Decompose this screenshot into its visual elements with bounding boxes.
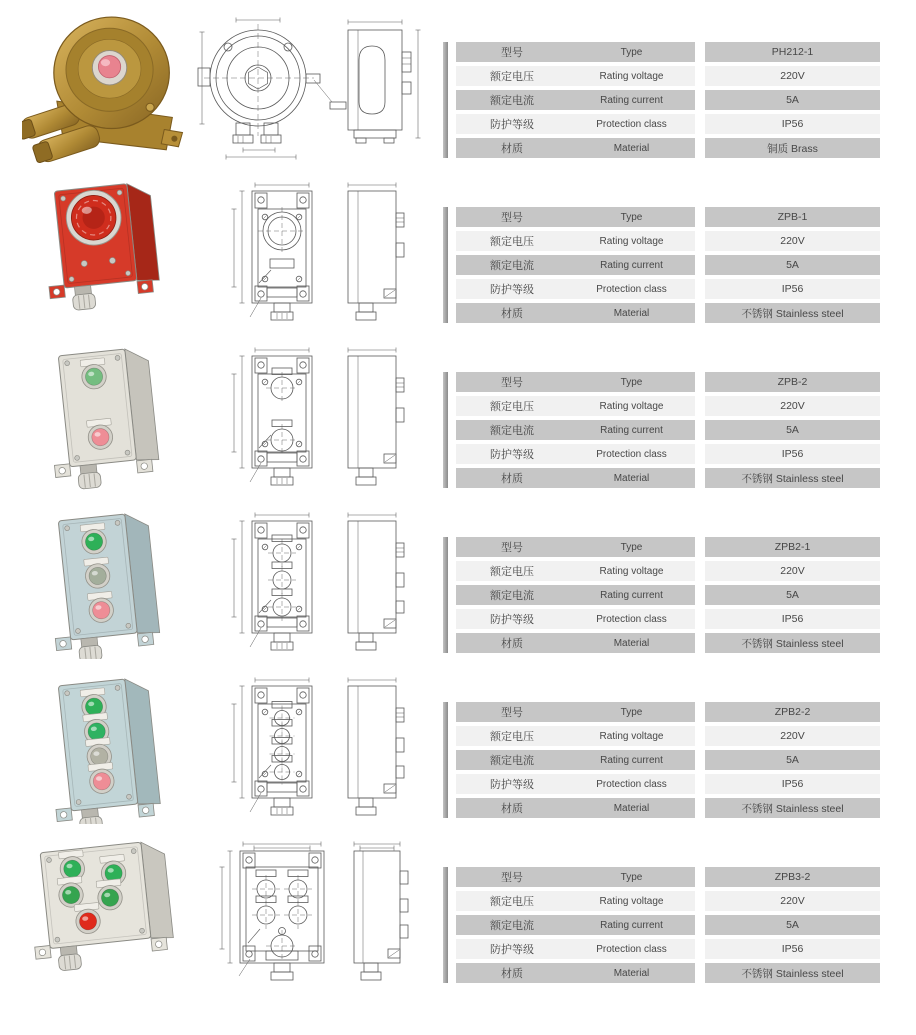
spec-row	[456, 750, 880, 770]
spec-label-bar	[456, 66, 695, 86]
spec-label-cn: 防护等级	[490, 119, 534, 131]
spec-label-bar	[456, 420, 695, 440]
spec-row	[456, 372, 880, 392]
spec-label-en: Rating current	[600, 94, 663, 106]
spec-value: 5A	[786, 259, 799, 271]
spec-table	[456, 867, 880, 987]
technical-drawing	[196, 346, 428, 493]
spec-label-en: Type	[620, 541, 643, 553]
technical-drawing	[196, 16, 428, 163]
spec-label-cn: 材质	[501, 308, 523, 320]
spec-label-cn: 额定电压	[490, 401, 534, 413]
spec-value: ZPB-1	[777, 211, 808, 223]
technical-drawing	[196, 676, 428, 823]
spec-label-cn: 型号	[501, 47, 523, 59]
spec-value: ZPB2-1	[774, 541, 811, 553]
spec-value: 220V	[780, 235, 805, 247]
spec-row	[456, 726, 880, 746]
spec-label-en: Rating voltage	[599, 895, 664, 907]
spec-row	[456, 609, 880, 629]
spec-value-bar	[705, 915, 880, 935]
spec-table	[456, 372, 880, 492]
product-row-zpb2-2	[0, 660, 916, 825]
spec-label-bar	[456, 609, 695, 629]
spec-row	[456, 915, 880, 935]
product-photo	[22, 12, 190, 164]
spec-label-en: Protection class	[596, 283, 667, 295]
spec-label-cn: 额定电流	[490, 920, 534, 932]
spec-label-bar	[456, 750, 695, 770]
spec-row	[456, 255, 880, 275]
table-divider-bar	[443, 372, 448, 488]
spec-label-cn: 额定电压	[490, 71, 534, 83]
spec-value: 5A	[786, 919, 799, 931]
spec-value-bar	[705, 90, 880, 110]
spec-row	[456, 537, 880, 557]
spec-label-en: Rating current	[600, 754, 663, 766]
spec-value-bar	[705, 867, 880, 887]
spec-table	[456, 702, 880, 822]
spec-value: IP56	[781, 778, 804, 790]
spec-label-en: Rating current	[600, 424, 663, 436]
spec-label-en: Type	[620, 376, 643, 388]
spec-label-bar	[456, 207, 695, 227]
technical-drawing	[196, 841, 428, 988]
spec-label-en: Material	[613, 967, 650, 979]
spec-label-cn: 型号	[501, 542, 523, 554]
spec-label-bar	[456, 90, 695, 110]
spec-label-bar	[456, 939, 695, 959]
spec-label-cn: 额定电压	[490, 731, 534, 743]
product-photo	[22, 342, 190, 494]
spec-label-bar	[456, 537, 695, 557]
spec-value: ZPB3-2	[774, 871, 811, 883]
spec-value: 220V	[780, 70, 805, 82]
spec-label-cn: 额定电流	[490, 95, 534, 107]
spec-label-en: Protection class	[596, 778, 667, 790]
spec-table	[456, 537, 880, 657]
spec-label-en: Protection class	[596, 943, 667, 955]
spec-value: 5A	[786, 94, 799, 106]
spec-label-en: Rating voltage	[599, 400, 664, 412]
spec-value-bar	[705, 66, 880, 86]
spec-value: IP56	[781, 118, 804, 130]
spec-label-en: Type	[620, 46, 643, 58]
spec-label-bar	[456, 138, 695, 158]
spec-label-cn: 型号	[501, 872, 523, 884]
spec-row	[456, 303, 880, 323]
spec-value-bar	[705, 561, 880, 581]
spec-value-bar	[705, 468, 880, 488]
spec-label-en: Material	[613, 802, 650, 814]
spec-label-en: Type	[620, 211, 643, 223]
spec-label-cn: 额定电压	[490, 236, 534, 248]
spec-label-en: Rating current	[600, 919, 663, 931]
spec-row	[456, 585, 880, 605]
spec-label-bar	[456, 702, 695, 722]
spec-row	[456, 42, 880, 62]
product-photo	[22, 177, 190, 329]
spec-value-bar	[705, 537, 880, 557]
spec-label-en: Protection class	[596, 118, 667, 130]
spec-value-bar	[705, 891, 880, 911]
spec-value-bar	[705, 231, 880, 251]
spec-row	[456, 798, 880, 818]
spec-label-bar	[456, 915, 695, 935]
spec-table	[456, 207, 880, 327]
spec-label-cn: 额定电流	[490, 755, 534, 767]
spec-row	[456, 963, 880, 983]
spec-label-en: Rating voltage	[599, 235, 664, 247]
spec-label-en: Material	[613, 637, 650, 649]
product-row-zpb3-2	[0, 825, 916, 990]
spec-label-en: Protection class	[596, 613, 667, 625]
spec-row	[456, 207, 880, 227]
spec-label-bar	[456, 798, 695, 818]
spec-row	[456, 420, 880, 440]
spec-value: 铜质 Brass	[767, 142, 818, 155]
spec-row	[456, 633, 880, 653]
spec-value-bar	[705, 702, 880, 722]
table-divider-bar	[443, 702, 448, 818]
spec-label-cn: 额定电压	[490, 566, 534, 578]
spec-label-en: Rating voltage	[599, 565, 664, 577]
spec-label-en: Protection class	[596, 448, 667, 460]
spec-value-bar	[705, 774, 880, 794]
spec-row	[456, 444, 880, 464]
spec-label-cn: 材质	[501, 968, 523, 980]
spec-value-bar	[705, 726, 880, 746]
spec-value-bar	[705, 633, 880, 653]
table-divider-bar	[443, 537, 448, 653]
technical-drawing	[196, 511, 428, 658]
spec-label-bar	[456, 963, 695, 983]
spec-value: 220V	[780, 730, 805, 742]
spec-value: ZPB2-2	[774, 706, 811, 718]
spec-label-bar	[456, 774, 695, 794]
spec-label-cn: 防护等级	[490, 614, 534, 626]
spec-row	[456, 774, 880, 794]
spec-label-cn: 材质	[501, 143, 523, 155]
spec-label-bar	[456, 42, 695, 62]
spec-value-bar	[705, 42, 880, 62]
spec-label-cn: 防护等级	[490, 779, 534, 791]
spec-row	[456, 561, 880, 581]
spec-value-bar	[705, 207, 880, 227]
product-photo	[22, 507, 190, 659]
spec-value: 不锈钢 Stainless steel	[741, 307, 844, 320]
spec-label-cn: 额定电流	[490, 590, 534, 602]
spec-label-en: Rating voltage	[599, 70, 664, 82]
spec-value-bar	[705, 939, 880, 959]
spec-label-en: Rating current	[600, 259, 663, 271]
spec-label-cn: 额定电流	[490, 260, 534, 272]
spec-value: 不锈钢 Stainless steel	[741, 637, 844, 650]
spec-value: IP56	[781, 283, 804, 295]
spec-label-en: Type	[620, 706, 643, 718]
table-divider-bar	[443, 207, 448, 323]
spec-value-bar	[705, 396, 880, 416]
spec-label-bar	[456, 444, 695, 464]
table-divider-bar	[443, 42, 448, 158]
spec-row	[456, 114, 880, 134]
spec-value: 5A	[786, 424, 799, 436]
spec-value: 5A	[786, 589, 799, 601]
spec-label-bar	[456, 891, 695, 911]
spec-label-en: Rating current	[600, 589, 663, 601]
product-photo	[22, 672, 190, 824]
spec-value-bar	[705, 420, 880, 440]
spec-label-cn: 型号	[501, 707, 523, 719]
spec-value: IP56	[781, 448, 804, 460]
spec-value: IP56	[781, 613, 804, 625]
spec-label-cn: 型号	[501, 212, 523, 224]
spec-value-bar	[705, 138, 880, 158]
spec-label-bar	[456, 372, 695, 392]
spec-label-bar	[456, 726, 695, 746]
product-photo	[22, 837, 190, 989]
spec-label-bar	[456, 279, 695, 299]
spec-label-cn: 额定电流	[490, 425, 534, 437]
spec-value: 220V	[780, 400, 805, 412]
spec-label-cn: 防护等级	[490, 449, 534, 461]
product-row-ph212-1	[0, 0, 916, 165]
spec-row	[456, 90, 880, 110]
spec-label-en: Material	[613, 307, 650, 319]
product-row-zpb2-1	[0, 495, 916, 660]
spec-label-bar	[456, 231, 695, 251]
spec-label-cn: 材质	[501, 638, 523, 650]
spec-label-cn: 防护等级	[490, 284, 534, 296]
spec-value: ZPB-2	[777, 376, 808, 388]
spec-value-bar	[705, 114, 880, 134]
spec-label-bar	[456, 114, 695, 134]
product-row-zpb-1	[0, 165, 916, 330]
spec-label-bar	[456, 561, 695, 581]
spec-value-bar	[705, 609, 880, 629]
spec-value-bar	[705, 255, 880, 275]
spec-value: 不锈钢 Stainless steel	[741, 802, 844, 815]
spec-table	[456, 42, 880, 162]
spec-label-bar	[456, 867, 695, 887]
table-divider-bar	[443, 867, 448, 983]
spec-label-cn: 型号	[501, 377, 523, 389]
spec-label-cn: 材质	[501, 473, 523, 485]
spec-value-bar	[705, 279, 880, 299]
spec-label-cn: 材质	[501, 803, 523, 815]
spec-row	[456, 939, 880, 959]
spec-label-bar	[456, 585, 695, 605]
spec-label-bar	[456, 633, 695, 653]
spec-label-bar	[456, 255, 695, 275]
spec-value-bar	[705, 444, 880, 464]
spec-row	[456, 231, 880, 251]
spec-label-bar	[456, 468, 695, 488]
spec-value: 5A	[786, 754, 799, 766]
spec-value-bar	[705, 963, 880, 983]
spec-value: PH212-1	[771, 46, 814, 58]
technical-drawing	[196, 181, 428, 328]
spec-value: 220V	[780, 565, 805, 577]
spec-row	[456, 468, 880, 488]
spec-label-en: Rating voltage	[599, 730, 664, 742]
spec-value-bar	[705, 585, 880, 605]
spec-value-bar	[705, 750, 880, 770]
spec-label-en: Material	[613, 472, 650, 484]
spec-label-en: Material	[613, 142, 650, 154]
spec-row	[456, 867, 880, 887]
spec-value: 不锈钢 Stainless steel	[741, 967, 844, 980]
product-row-zpb-2	[0, 330, 916, 495]
spec-value: 不锈钢 Stainless steel	[741, 472, 844, 485]
spec-value: IP56	[781, 943, 804, 955]
spec-value-bar	[705, 798, 880, 818]
spec-row	[456, 396, 880, 416]
spec-row	[456, 66, 880, 86]
spec-label-bar	[456, 303, 695, 323]
spec-row	[456, 702, 880, 722]
spec-value-bar	[705, 372, 880, 392]
spec-row	[456, 891, 880, 911]
spec-row	[456, 279, 880, 299]
spec-value: 220V	[780, 895, 805, 907]
spec-label-cn: 额定电压	[490, 896, 534, 908]
spec-label-en: Type	[620, 871, 643, 883]
spec-label-bar	[456, 396, 695, 416]
spec-label-cn: 防护等级	[490, 944, 534, 956]
spec-row	[456, 138, 880, 158]
spec-value-bar	[705, 303, 880, 323]
